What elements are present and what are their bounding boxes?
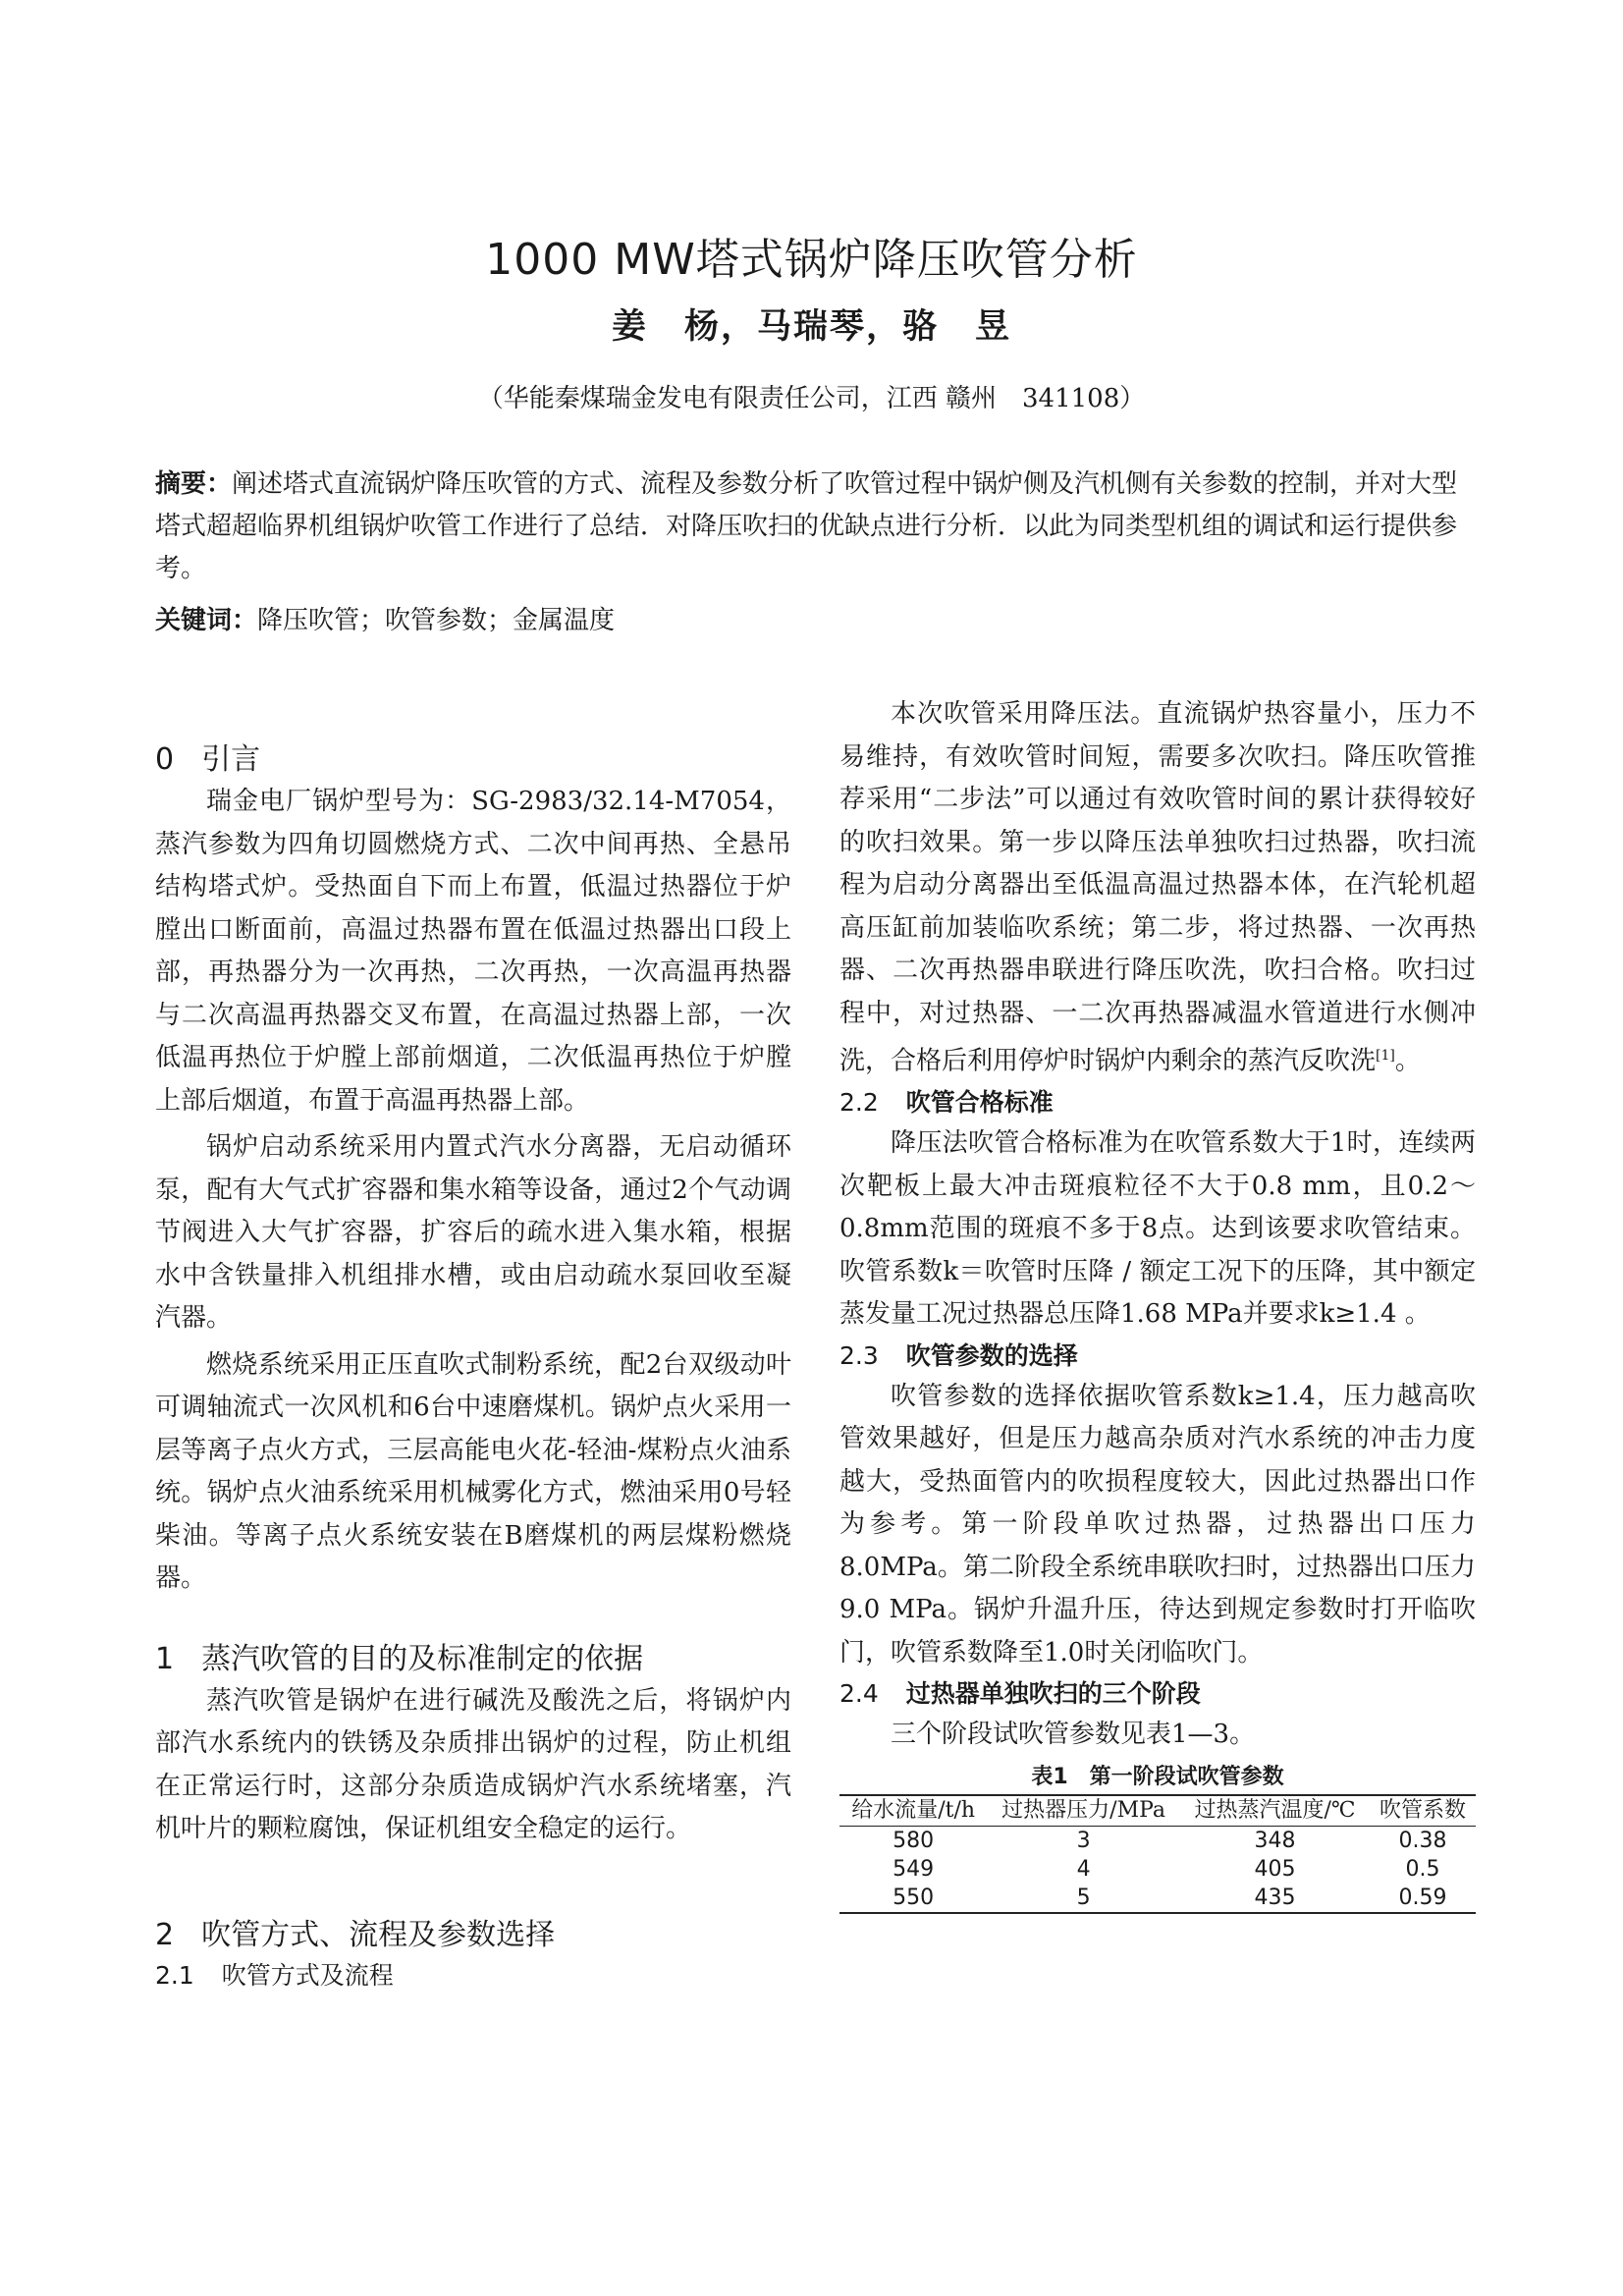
table-row bbox=[839, 1855, 1476, 1884]
table-cell: 549 bbox=[893, 1856, 935, 1882]
table-1-header-pressure: 过热器压力/MPa bbox=[1001, 1797, 1166, 1823]
section-2-number: 2 bbox=[155, 1917, 175, 1952]
table-row bbox=[839, 1826, 1476, 1855]
section-0-heading bbox=[155, 738, 791, 781]
table-cell: 0.38 bbox=[1398, 1828, 1447, 1853]
right-column bbox=[839, 693, 1476, 1914]
table-cell: 0.59 bbox=[1398, 1885, 1447, 1910]
keywords-label: 关键词： bbox=[155, 606, 258, 635]
table-1-caption: 表1 第一阶段试吹管参数 bbox=[1031, 1764, 1284, 1789]
abstract bbox=[155, 464, 1476, 590]
table-1-header-temperature: 过热蒸汽温度/℃ bbox=[1194, 1797, 1356, 1823]
section-2-1-heading bbox=[155, 1956, 791, 1995]
section-0-title: 引言 bbox=[201, 742, 261, 777]
section-2-heading bbox=[155, 1914, 791, 1956]
abstract-label: 摘要： bbox=[155, 469, 233, 499]
table-cell: 4 bbox=[1076, 1856, 1091, 1882]
section-2-3-heading bbox=[839, 1337, 1476, 1376]
abstract-text: 阐述塔式直流锅炉降压吹管的方式、流程及参数分析了吹管过程中锅炉侧及汽机侧有关参数的控制，并对大型塔式超超临界机组锅炉吹管工作进行了总结．对降压吹扫的优缺点进行分析．以此为同类型机组的调试和运行提供参考。 bbox=[155, 469, 1458, 583]
authors: 姜 杨，马瑞琴，骆 昱 bbox=[611, 306, 1011, 347]
section-2-title: 吹管方式、流程及参数选择 bbox=[201, 1917, 556, 1952]
section-2-1-paragraph: 本次吹管采用降压法。直流锅炉热容量小，压力不易维持，有效吹管时间短，需要多次吹扫。降压吹管推荐采用“二步法”可以通过有效吹管时间的累计获得较好的吹扫效果。第一步以降压法单独吹扫过热器，吹扫流程为启动分离器出至低温高温过热器本体，在汽轮机超高压缸前加装临吹系统；第二步，将过热器、一次再热器、二次再热器串联进行降压吹洗，吹扫合格。吹扫过程中，对过热器、一二次再热器减温水管道进行水侧冲洗，合格后利用停炉时锅炉内剩余的蒸汽反吹洗[1]。 bbox=[839, 699, 1476, 1076]
affiliation: （华能秦煤瑞金发电有限责任公司，江西 赣州 341108） bbox=[477, 384, 1146, 413]
section-2-3-title: 吹管参数的选择 bbox=[905, 1340, 1078, 1370]
keywords-text: 降压吹管；吹管参数；金属温度 bbox=[257, 606, 616, 635]
paper-title: 1000 MW塔式锅炉降压吹管分析 bbox=[485, 235, 1138, 285]
section-1-number: 1 bbox=[155, 1641, 175, 1676]
section-2-1-number: 2.1 bbox=[155, 1960, 194, 1990]
table-cell: 5 bbox=[1076, 1885, 1091, 1910]
table-1 bbox=[839, 1794, 1476, 1914]
section-2-4-title: 过热器单独吹扫的三个阶段 bbox=[905, 1679, 1201, 1709]
section-2-4-number: 2.4 bbox=[839, 1679, 879, 1709]
table-cell: 348 bbox=[1254, 1828, 1296, 1853]
left-column bbox=[155, 738, 791, 1995]
section-2-1-title: 吹管方式及流程 bbox=[221, 1960, 394, 1990]
table-cell: 3 bbox=[1076, 1828, 1091, 1853]
table-1-header-row bbox=[839, 1795, 1476, 1827]
section-2-2-number: 2.2 bbox=[839, 1088, 879, 1118]
section-0-paragraph-2: 锅炉启动系统采用内置式汽水分离器，无启动循环泵，配有大气式扩容器和集水箱等设备，通过2个气动调节阀进入大气扩容器，扩容后的疏水进入集水箱，根据水中含铁量排入机组排水槽，或由启动疏水泵回收至凝汽器。 bbox=[155, 1132, 791, 1333]
table-row bbox=[839, 1884, 1476, 1913]
section-2-3-paragraph: 吹管参数的选择依据吹管系数k≥1.4，压力越高吹管效果越好，但是压力越高杂质对汽水系统的冲击力度越大，受热面管内的吹损程度较大，因此过热器出口作为参考。第一阶段单吹过热器，过热器出口压力8.0MPa。第二阶段全系统串联吹扫时，过热器出口压力9.0 MPa。锅炉升温升压，待达到规定参数时打开临吹门，吹管系数降至1.0时关闭临吹门。 bbox=[839, 1381, 1476, 1667]
table-cell: 580 bbox=[893, 1828, 935, 1853]
section-1-paragraph-1: 蒸汽吹管是锅炉在进行碱洗及酸洗之后，将锅炉内部汽水系统内的铁锈及杂质排出锅炉的过程，防止机组在正常运行时，这部分杂质造成锅炉汽水系统堵塞，汽机叶片的颗粒腐蚀，保证机组安全稳定的运行。 bbox=[155, 1685, 791, 1843]
section-0-number: 0 bbox=[155, 742, 175, 777]
section-0-paragraph-3: 燃烧系统采用正压直吹式制粉系统，配2台双级动叶可调轴流式一次风机和6台中速磨煤机。锅炉点火采用一层等离子点火方式，三层高能电火花-轻油-煤粉点火油系统。锅炉点火油系统采用机械雾化方式，燃油采用0号轻柴油。等离子点火系统安装在B磨煤机的两层煤粉燃烧器。 bbox=[155, 1349, 791, 1593]
section-2-2-paragraph: 降压法吹管合格标准为在吹管系数大于1时，连续两次靶板上最大冲击斑痕粒径不大于0.8 mm，且0.2～0.8mm范围的斑痕不多于8点。达到该要求吹管结束。吹管系数k＝吹管时压降 / 额定工况下的压降，其中额定蒸发量工况过热器总压降1.68 MPa并要求k≥1.4 。 bbox=[839, 1128, 1476, 1330]
section-0-paragraph-1: 瑞金电厂锅炉型号为：SG-2983/32.14-M7054，蒸汽参数为四角切圆燃烧方式、二次中间再热、全悬吊结构塔式炉。受热面自下而上布置，低温过热器位于炉膛出口断面前，高温过热器布置在低温过热器出口段上部，再热器分为一次再热，二次再热，一次高温再热器与二次高温再热器交叉布置，在高温过热器上部，一次低温再热位于炉膛上部前烟道，二次低温再热位于炉膛上部后烟道，布置于高温再热器上部。 bbox=[155, 787, 791, 1116]
section-2-4-heading bbox=[839, 1674, 1476, 1714]
table-1-header-feedwater: 给水流量/t/h bbox=[851, 1797, 976, 1823]
table-cell: 550 bbox=[893, 1885, 935, 1910]
section-2-4-paragraph: 三个阶段试吹管参数见表1—3。 bbox=[891, 1720, 1256, 1750]
citation-ref: [1] bbox=[1376, 1048, 1395, 1064]
table-cell: 405 bbox=[1254, 1856, 1296, 1882]
keywords bbox=[155, 600, 615, 636]
section-2-2-title: 吹管合格标准 bbox=[905, 1088, 1054, 1118]
section-1-heading bbox=[155, 1638, 791, 1680]
table-1-header-coefficient: 吹管系数 bbox=[1380, 1797, 1467, 1823]
section-1-title: 蒸汽吹管的目的及标准制定的依据 bbox=[201, 1641, 644, 1676]
table-cell: 0.5 bbox=[1405, 1856, 1440, 1882]
section-2-3-number: 2.3 bbox=[839, 1340, 879, 1370]
table-cell: 435 bbox=[1254, 1885, 1296, 1910]
section-2-2-heading bbox=[839, 1083, 1476, 1122]
